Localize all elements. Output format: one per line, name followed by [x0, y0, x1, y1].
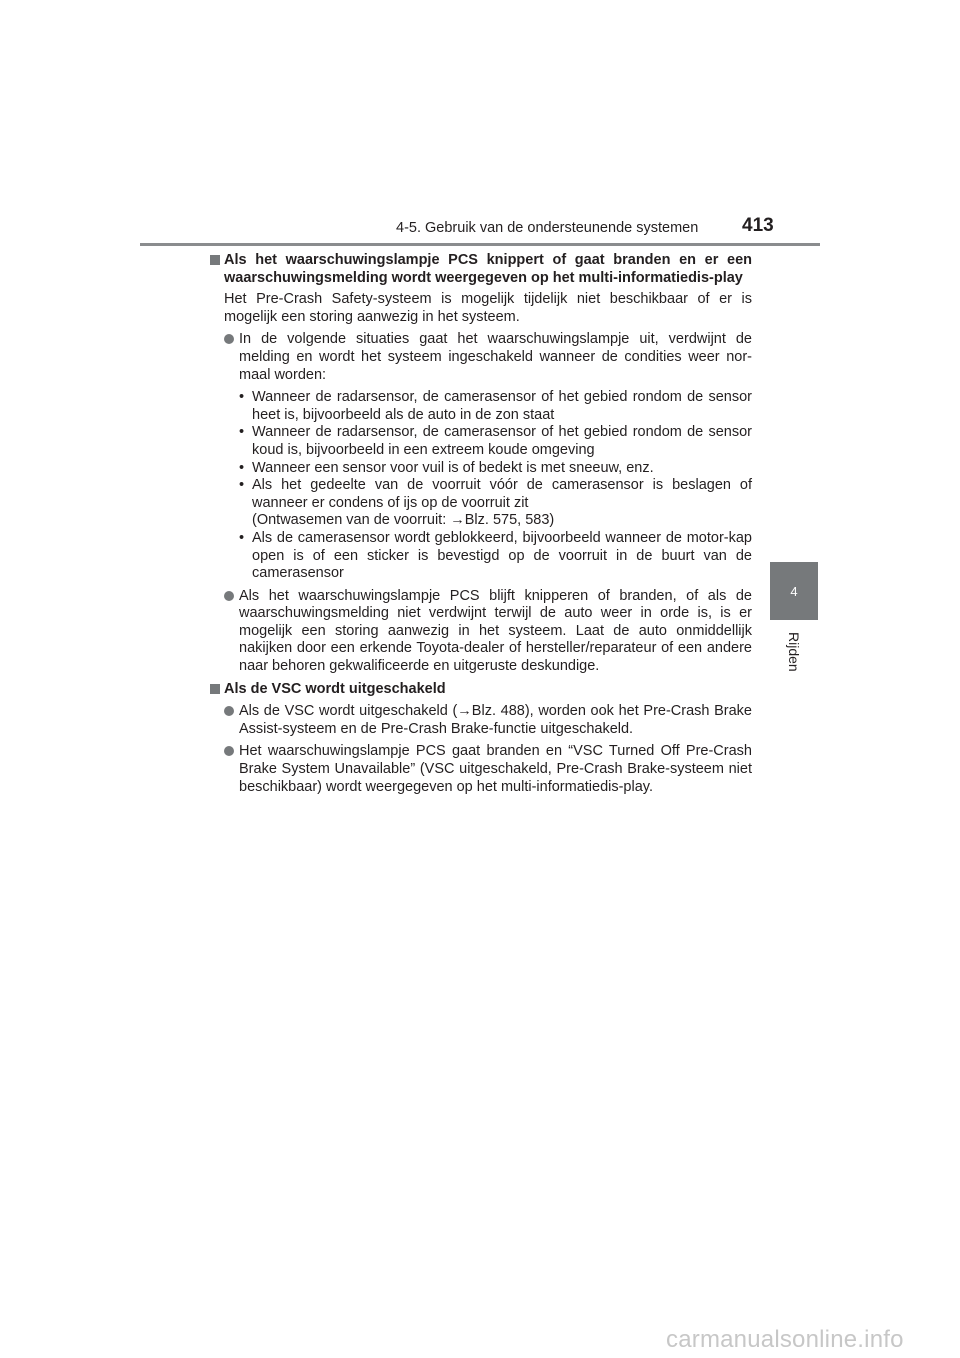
- sub-list-item-text: Wanneer een sensor voor vuil is of bedekt is met sneeuw, enz.: [252, 459, 654, 476]
- section-pcs-warning: [210, 252, 752, 676]
- list-item: [224, 703, 752, 738]
- section-heading: [210, 252, 752, 287]
- running-header: 4-5. Gebruik van de ondersteunende systemen: [396, 220, 699, 236]
- sub-list-item: [239, 460, 752, 478]
- sub-list-item-text: Als het gedeelte van de voorruit vóór de camerasensor is beslagen of wanneer er condens of ijs op de voorruit zit: [252, 477, 752, 511]
- site-watermark: carmanualsonline.info: [666, 1326, 904, 1353]
- dot-bullet-icon: •: [239, 477, 245, 494]
- chapter-number: 4: [790, 583, 798, 599]
- square-bullet-icon: [210, 255, 220, 265]
- page-number: 413: [742, 215, 774, 236]
- section-heading: [210, 681, 752, 699]
- list-item-text: Het waarschuwingslampje PCS gaat branden en “VSC Turned Off Pre-Crash Brake System Unavailable” (VSC uitgeschakeld, Pre-Crash Brake-systeem niet beschikbaar) wordt weergegeven op het multi-informatiedis-play.: [239, 743, 752, 795]
- section-vsc-off: [210, 681, 752, 797]
- dot-bullet-icon: •: [239, 459, 245, 476]
- list-item: [224, 331, 752, 384]
- dot-bullet-icon: •: [239, 424, 245, 441]
- cross-reference-text: (Ontwasemen van de voorruit: →Blz. 575, 583): [252, 512, 555, 529]
- section-heading-text: Als de VSC wordt uitgeschakeld: [224, 680, 446, 697]
- round-bullet-icon: [224, 746, 234, 756]
- list-item: [224, 743, 752, 796]
- round-bullet-icon: [224, 706, 234, 716]
- sub-list-item-text: Als de camerasensor wordt geblokkeerd, bijvoorbeeld wanneer de motor-kap open is of een sticker is bevestigd op de voorruit in de buurt van de camerasensor: [252, 529, 752, 582]
- sub-list-item: [239, 477, 752, 512]
- chapter-label: Rijden: [786, 632, 802, 672]
- list-item: [224, 588, 752, 676]
- chapter-tab: [770, 562, 818, 620]
- sub-list-item-text: Wanneer de radarsensor, de camerasensor of het gebied rondom de sensor koud is, bijvoorbeeld in een extreem koude omgeving: [252, 424, 752, 458]
- section-paragraph: Het Pre-Crash Safety-systeem is mogelijk tijdelijk niet beschikbaar of er is mogelijk een storing aanwezig in het systeem.: [224, 291, 752, 325]
- sub-list-item-text: Wanneer de radarsensor, de camerasensor of het gebied rondom de sensor heet is, bijvoorbeeld als de auto in de zon staat: [252, 389, 752, 423]
- list-item-text: Als de VSC wordt uitgeschakeld (→Blz. 488), worden ook het Pre-Crash Brake Assist-systeem en de Pre-Crash Brake-functie uitgeschakeld.: [239, 703, 752, 737]
- sub-list-item: [239, 424, 752, 459]
- section-heading-text: Als het waarschuwingslampje PCS knippert of gaat branden en er een waarschuwingsmelding wordt weergegeven op het multi-informatiedis-play: [224, 252, 752, 286]
- sub-list-item: [239, 530, 752, 583]
- list-item-text: In de volgende situaties gaat het waarschuwingslampje uit, verdwijnt de melding en wordt het systeem ingeschakeld wanneer de condities weer nor-maal worden:: [239, 331, 752, 383]
- round-bullet-icon: [224, 591, 234, 601]
- condition-list: [239, 389, 752, 583]
- list-item-text: Als het waarschuwingslampje PCS blijft knipperen of branden, of als de waarschuwingsmelding niet verdwijnt terwijl de auto weer in orde is, is er mogelijk een storing aanwezig in het systeem. Laat de auto onmiddellijk nakijken door een erkende Toyota-dealer of hersteller/reparateur of een andere naar behoren gekwalificeerde en uitgeruste deskundige.: [239, 587, 752, 675]
- dot-bullet-icon: •: [239, 389, 245, 406]
- round-bullet-icon: [224, 334, 234, 344]
- dot-bullet-icon: •: [239, 529, 245, 546]
- sub-list-item: [239, 389, 752, 424]
- square-bullet-icon: [210, 684, 220, 694]
- sub-list-note: [239, 512, 752, 530]
- header-divider: [140, 243, 820, 246]
- page-body: [210, 252, 752, 796]
